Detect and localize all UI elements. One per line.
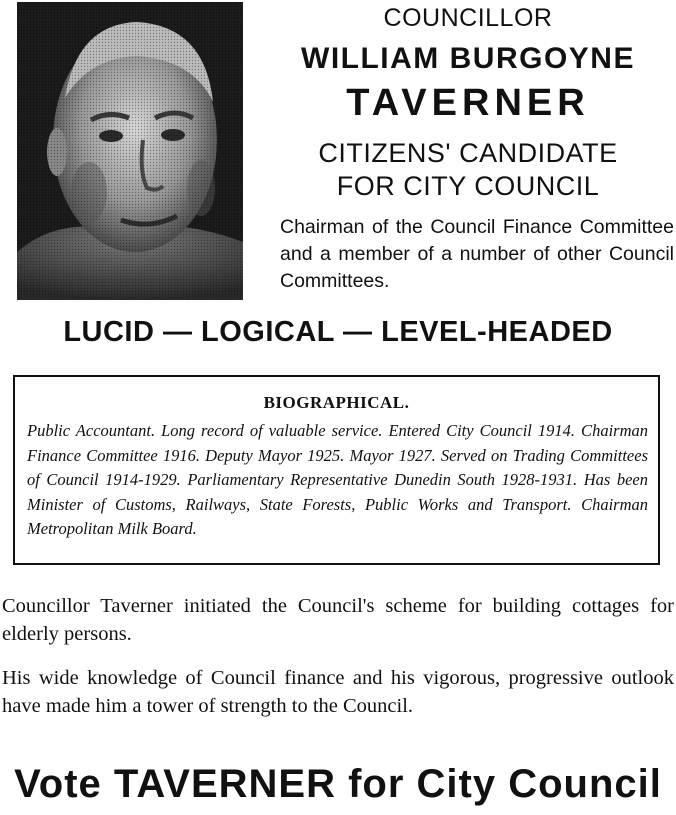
body-paragraph-1: Councillor Taverner initiated the Council's scheme for building cottages for elderly persons. xyxy=(2,595,674,645)
candidate-portrait xyxy=(17,2,243,300)
vote-call-to-action: Vote TAVERNER for City Council xyxy=(14,762,662,806)
candidate-full-name: WILLIAM BURGOYNE xyxy=(301,42,635,75)
intro-text: Chairman of the Council Finance Committee and a member of a number of other Council Committees. xyxy=(280,216,674,292)
title-prefix: COUNCILLOR xyxy=(383,4,553,32)
biography-heading: BIOGRAPHICAL. xyxy=(263,393,410,412)
candidate-surname: TAVERNER xyxy=(346,82,590,124)
body-paragraph-2: His wide knowledge of Council finance and his vigorous, progressive outlook have made him a tower of strength to the Council. xyxy=(2,667,674,717)
biography-box xyxy=(13,375,660,565)
biography-text: Public Accountant. Long record of valuable service. Entered City Council 1914. Chairman Finance Committee 1916. Deputy Mayor 1925. Mayor 1927. Served on Trading Committees of Council 1914-1929. Parliamentary Representative Dunedin South 1928-1931. Has been Minister of Customs, Railways, State Forests, Public Works and Transport. Chairman Metropolitan Milk Board. xyxy=(27,421,648,538)
slogan: LUCID — LOGICAL — LEVEL-HEADED xyxy=(63,316,613,348)
candidacy-line-1: CITIZENS' CANDIDATE xyxy=(318,138,618,168)
candidacy-line-2: FOR CITY COUNCIL xyxy=(336,171,600,201)
